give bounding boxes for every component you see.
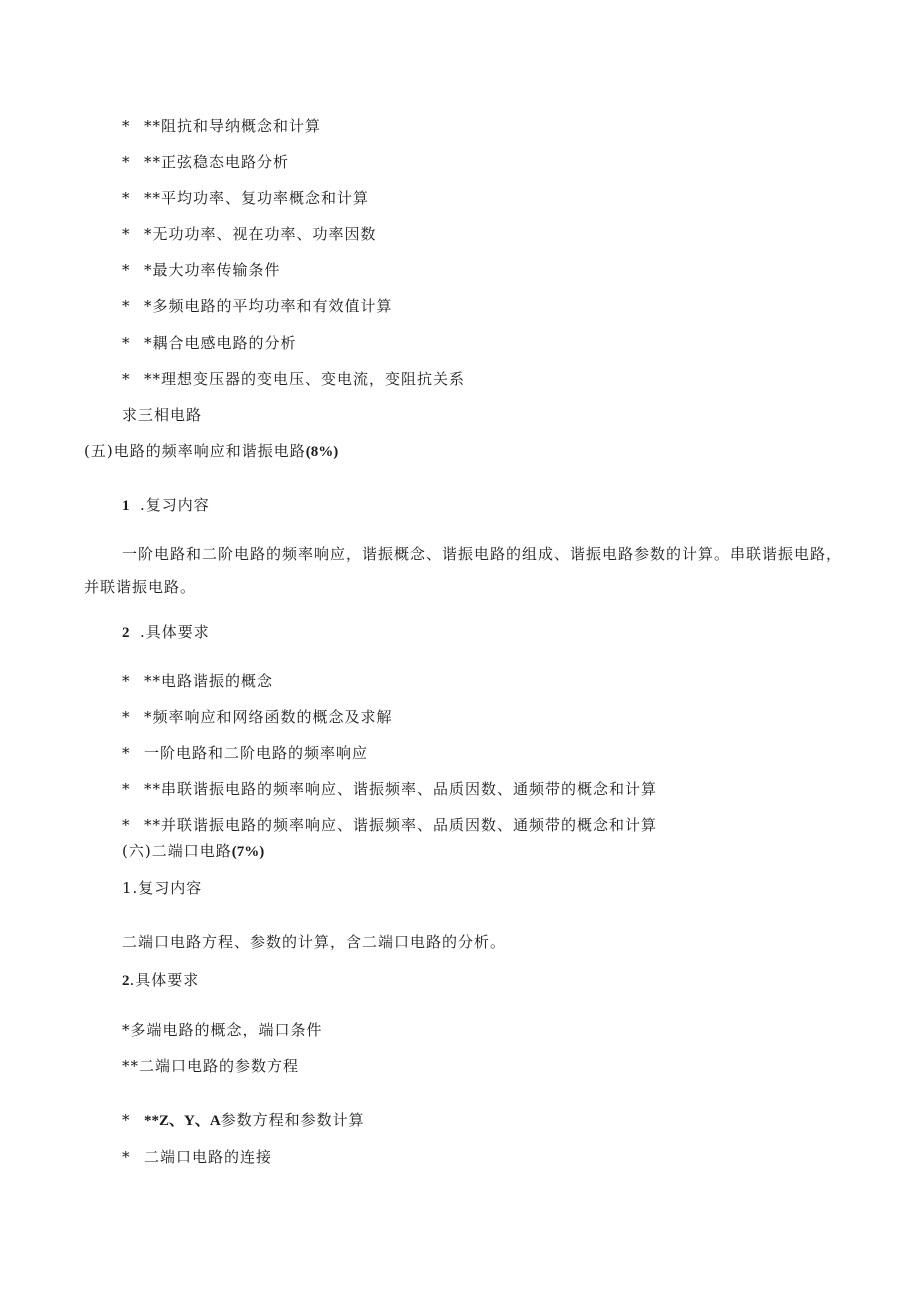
bullet: * [122,708,131,726]
section5-heading [84,441,338,462]
section6-requirements-label: .具体要求 [129,971,200,989]
list-item [122,260,281,280]
bullet: * [122,672,131,690]
bullet: * [122,744,131,762]
section5-requirements-heading [122,622,210,643]
list-item: **二端口电路的参数方程 [122,1057,300,1075]
list-item [122,1110,365,1131]
list-item-text: **电路谐振的概念 [144,672,274,690]
list-item-text: 一阶电路和二阶电路的频率响应 [144,744,369,762]
list-item [122,224,377,244]
list-item-text: **串联谐振电路的频率响应、谐振频率、品质因数、通频带的概念和计算 [144,780,658,798]
section6-requirements-number: 2 [122,973,130,989]
section6-heading-percent: (7%) [231,844,265,860]
list-item [122,369,465,389]
list-item [122,671,273,691]
list-item [122,296,393,316]
bullet: * [122,780,131,798]
bullet: * [122,1111,131,1129]
list-item [122,152,289,172]
section4-tail: 求三相电路 [122,406,203,424]
list-item [122,1147,272,1167]
list-item: *多端电路的概念，端口条件 [122,1021,323,1039]
section5-heading-text: (五)电路的频率响应和谐振电路 [84,442,306,460]
bullet: * [122,334,131,352]
list-item [122,188,369,208]
bullet: * [122,1148,131,1166]
list-item-text: *耦合电感电路的分析 [144,334,297,352]
section5-review-heading [122,495,210,516]
list-item [122,815,657,835]
section5-review-paragraph: 一阶电路和二阶电路的频率响应，谐振概念、谐振电路的组成、谐振电路参数的计算。串联谐振电路，并联谐振电路。 [84,545,843,596]
list-item [122,116,321,136]
section5-requirements-label: .具体要求 [140,623,210,641]
list-item-text: 二端口电路的连接 [144,1148,273,1166]
section6-heading-text: (六)二端口电路 [122,842,232,860]
list-item-text: *最大功率传输条件 [144,261,281,279]
list-item-text: *无功功率、视在功率、功率因数 [144,225,377,243]
list-item-text: **并联谐振电路的频率响应、谐振频率、品质因数、通频带的概念和计算 [144,816,658,834]
section5-review-number: 1 [122,498,131,514]
list-item [122,743,368,763]
list-item-text: 参数方程和参数计算 [220,1111,365,1129]
bullet: * [122,297,131,315]
list-item-text: *频率响应和网络函数的概念及求解 [144,708,393,726]
list-item-text: *多频电路的平均功率和有效值计算 [144,297,393,315]
section5-review-label: .复习内容 [140,496,210,514]
section6-requirements-heading [122,970,199,991]
section6-heading [122,841,264,862]
bullet: * [122,261,131,279]
list-item-text: **阻抗和导纳概念和计算 [144,117,322,135]
section5-requirements-number: 2 [122,625,131,641]
bullet: * [122,370,131,388]
list-item [122,707,393,727]
bullet: * [122,225,131,243]
list-item [122,779,657,799]
list-item-text: **理想变压器的变电压、变电流，变阻抗关系 [144,370,466,388]
list-item-text: **正弦稳态电路分析 [144,153,290,171]
bullet: * [122,153,131,171]
bullet: * [122,816,131,834]
section6-review-heading: 1.复习内容 [122,879,203,897]
list-item [122,333,297,353]
list-item-text: **平均功率、复功率概念和计算 [144,189,370,207]
section5-heading-percent: (8%) [305,444,339,460]
list-item-bold-text: **Z、Y、A [144,1113,221,1129]
bullet: * [122,117,131,135]
bullet: * [122,189,131,207]
section6-review-paragraph: 二端口电路方程、参数的计算，含二端口电路的分析。 [122,933,507,951]
